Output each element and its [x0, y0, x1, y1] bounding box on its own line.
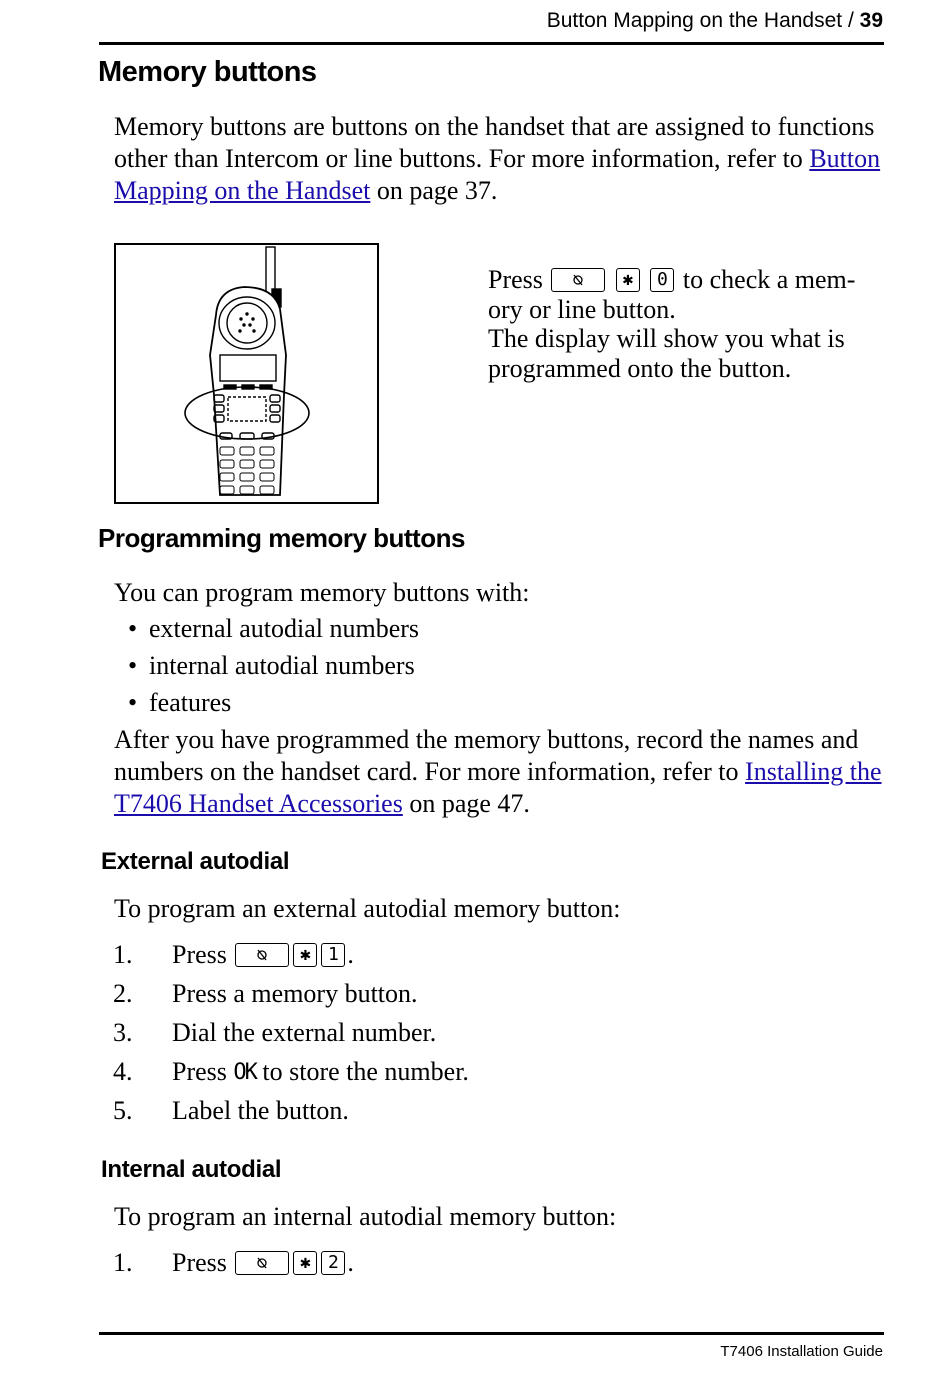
handset-illustration [116, 245, 377, 502]
figure-instruction [488, 265, 883, 383]
step-text [172, 940, 354, 970]
two-key-icon: 2 [321, 1251, 345, 1275]
ok-softkey-icon: OK [233, 1060, 256, 1085]
after-text-end: on page 47. [402, 789, 530, 818]
after-paragraph [114, 724, 889, 820]
star-key-icon: ✱ [293, 1251, 317, 1275]
star-key-icon: ✱ [293, 943, 317, 967]
header-title: Button Mapping on the Handset / [546, 9, 860, 32]
internal-intro: To program an internal autodial memory button: [114, 1202, 617, 1231]
step-number: 5. [113, 1096, 133, 1125]
external-step-5 [0, 1096, 950, 1128]
step-text: Dial the external number. [172, 1018, 437, 1047]
bullet-text: features [149, 688, 232, 717]
header-rule [99, 42, 884, 45]
intro-text: Memory buttons are buttons on the handset that are assigned to functions other than Intercom or line buttons. For more information, refer to [114, 112, 875, 173]
step-number: 1. [113, 940, 133, 969]
step-text [172, 1248, 354, 1278]
intro-paragraph [114, 111, 889, 207]
star-key-icon: ✱ [616, 268, 640, 292]
bullet-text: external autodial numbers [149, 614, 420, 643]
intro-text-after: on page 37. [370, 176, 498, 205]
list-item: • internal autodial numbers [128, 651, 415, 680]
button-mapping-link[interactable]: Button Mapping on the Handset [114, 144, 881, 205]
handset-figure [114, 243, 379, 504]
subsection-title: Programming memory buttons [98, 523, 465, 553]
step-number: 2. [113, 979, 133, 1008]
external-step-4 [0, 1057, 950, 1089]
external-step-3 [0, 1018, 950, 1050]
external-step-1 [0, 940, 950, 972]
press-label: Press [172, 1248, 227, 1277]
section-title: Memory buttons [98, 56, 317, 88]
running-header [547, 9, 883, 33]
step-text: Label the button. [172, 1096, 349, 1125]
list-item: • external autodial numbers [128, 614, 420, 643]
step-number: 1. [113, 1248, 133, 1277]
period: . [347, 940, 354, 969]
display-text: The display will show you what is programmed onto the button. [488, 324, 845, 383]
internal-autodial-title: Internal autodial [101, 1156, 282, 1183]
feature-key-icon [235, 1251, 289, 1275]
footer-text: T7406 Installation Guide [720, 1343, 883, 1360]
after-text: After you have programmed the memory buttons, record the names and numbers on the handset card. For more information, refer to [114, 725, 859, 786]
step-number: 4. [113, 1057, 133, 1086]
press-label: Press [488, 265, 543, 294]
step-text [172, 1057, 469, 1087]
bullet-text: internal autodial numbers [149, 651, 415, 680]
footer-rule [99, 1332, 884, 1335]
step-text: Press a memory button. [172, 979, 418, 1008]
step-number: 3. [113, 1018, 133, 1047]
internal-step-1 [0, 1248, 950, 1280]
feature-key-icon [235, 943, 289, 967]
period: . [347, 1248, 354, 1277]
external-step-2 [0, 979, 950, 1011]
press-label: Press [172, 1057, 234, 1086]
external-autodial-title: External autodial [101, 848, 290, 875]
press-label: Press [172, 940, 227, 969]
list-item: • features [128, 688, 232, 717]
check-text: to check a mem-ory or line button. [488, 265, 856, 324]
feature-key-icon [551, 268, 605, 292]
page-number: 39 [859, 9, 883, 32]
zero-key-icon: 0 [650, 268, 674, 292]
accessories-link[interactable]: Installing the T7406 Handset Accessories [114, 757, 882, 818]
store-text: to store the number. [255, 1057, 469, 1086]
program-intro: You can program memory buttons with: [114, 578, 530, 607]
external-intro: To program an external autodial memory button: [114, 894, 621, 923]
one-key-icon: 1 [321, 943, 345, 967]
